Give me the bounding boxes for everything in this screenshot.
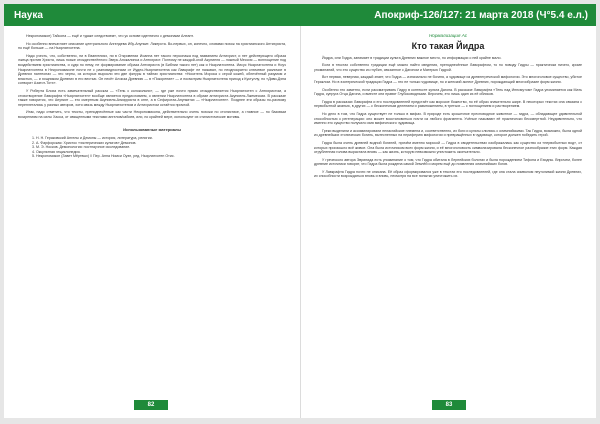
page-number-right: 83 <box>432 400 466 410</box>
section-title: Наука <box>14 9 43 21</box>
magazine-spread <box>4 4 596 418</box>
paragraph: Некрономикон) Тайсона — ещё и «даже следствием», что ук основе идентично с демонами Алеант. <box>26 34 194 38</box>
reference-item: 1. Н. Н. Гераковский Ангелы и Демоны — история, литература, религии. <box>36 136 286 141</box>
issue-title: Апокриф-126/127: 21 марта 2018 (Ч°5.4 е.л.) <box>374 9 588 21</box>
references-list <box>18 136 286 159</box>
paragraph: Но особенно впечатляет описание центрального Ангелдева Ибу-Анункит. Ликерста. Во-первых, он, конечно, словами похож на христианского Антихриста, но ещё больше — на Ньярлатхотепа. <box>18 41 286 51</box>
paragraph: Гидра в рассказах Лавкрафта и его последователей предстаёт как морское божество, но её образ значительно шире. В некоторых текстах она связана с первобытной жизнью, в других — с бесконечным делением и размножением, в третьих — с поглощением и растворением. <box>314 99 582 109</box>
right-page <box>314 34 582 179</box>
reference-item: 2. А. Фарфорская: Христос «эзотерических культов» Демонов. <box>36 141 286 146</box>
paragraph: У греческого автора Эврипида есть упоминание о том, что Гидра обитала в Лернейских болотах и была порождением Тифона и Ехидны. Впрочем, более древние источники говорят, что Гидра была рождена самой Землёй и морем ещё до появления олимпийских богов. <box>314 157 582 167</box>
paragraph: Надо учесть, что, собственно, ни в Евангелиях, ни в Откровении Иоанна нет такого персонажа под названием Антихрист, и нет действующего образа лжеца против Христа, лишь позже отождествлённого Зверь Апокалипса и Антихрист. Поэтому не каждой-огой Акуниеля — ложный Мессия — воплощение под воздействием христианства, и судя по нему, не формирование образа Антихриста (в Библии такого нет) как и Ньярлатхотепа. Иисус Ньярлатхотепа и Ноуч Ньярлатхотепа в Некрономиконе почти не с разновидностями от Иудео-Ньярлатхотепа как Лавкрафт не называл, но неоднократно ключевое различие в Древних пантеонах — это черты, из которых выросли эти две фигуры в тайнах христианства: «Носитель Морока с серой кожей, облечённый разумом и властью, — и хищником Древних в его вестью. Он несёт Алоиза Древнию — в «Покорение» — и посмотрим Ньярлатхотепа приход к Куктуллу, но «Диви-Дэна сотворит Азатот-Тотх». <box>18 53 286 86</box>
page-number-left: 82 <box>134 400 168 410</box>
reference-item: 4. Оккультная энциклопедия. <box>36 150 286 155</box>
issue-header <box>300 4 596 26</box>
left-page <box>18 34 286 159</box>
paragraph: У Роберта Блоха есть замечательный рассказ — «Тень с колокольни», — где уже почти прямо отождествляется Ньярлатхотеп с Антихристом, а стихотворение Лавкрафта «Ньярлатхотеп» вообще является предисловием, о явлении Ньярлатхотепа в образе антихриста Акуниеля-Лжемессии. В рассказе также говорится, что Анункит — его смертным Акуниеля-Анкирриста в огне, а в Сефиротах-Анункитах — «Ньярлатхотеп». Позднее эти образы по-разному переплетались у разных авторов, хотя связь между Ньярлатхотепом и Антихристом остаётся прочной. <box>18 88 286 107</box>
paragraph: Особенно это заметно, если рассматривать Гидру в контексте культа Дагона. В рассказе Лавкрафта «Тень над Иннсмутом» Гидра упоминается как Мать Гидра, супруга Отца Дагона, и вместе они правят Глубоководными. Впрочем, это лишь один из её обликов. <box>314 87 582 97</box>
section-header <box>4 4 300 26</box>
paragraph: Вот первая, неверная, каждый знает, что Гидра — изначально не богиня, а чудовище из древнегреческой мифологии. Это многоголовое существо, убитое Гераклом. Но в эзотерической традиции Гидра — это не только чудовище, но и женский аспект Древних, порождающий многообразие форм жизни. <box>314 75 582 84</box>
paragraph: Греки выделили и ассимилировали пеласгийские племена и, соответственно, их боги и культы слились с олимпийскими. Так Гидра, возможно, была одной из древнейших хтонических богинь, вытесненных на периферию мифологии и превращённых в чудовище, которое должен победить герой. <box>314 128 582 138</box>
paragraph: У Лавкрафта Гидра почти не описана. Её образ сформировался уже в текстах его последователей, где она стала символом неутолимой жизни Древних, их способности возрождаться вновь и вновь, несмотря на все попытки уничтожить их. <box>314 169 582 179</box>
reference-item: 3. М. Э. Носков. Демонология: постнаучное исследование. <box>36 145 286 150</box>
reference-item: 5. Некрономикон (Завет Мёртвых) // Пер. Анна Номси Оуэн, ред. Ньярлатхотеп Отис. <box>36 154 286 159</box>
article-rubric: Нормализация Ас <box>428 33 468 38</box>
paragraph: Итак, надо отметить, что тексты, преподнесённые как части Некрономикона, действительно очень похожи по стилистике, а главное — по базовым воззрениям на силы Хаоса, от священными текстами ангелов/сабиев, или, по крайней мере, используют их стилистические мотивы. <box>18 110 286 119</box>
page-fold <box>300 26 301 418</box>
article-title: Кто такая Йидра <box>411 40 485 51</box>
paragraph: Йидра, или Гидра, занимает в традиции культа Древних важное место, но информации о ней крайне мало. <box>322 55 502 60</box>
paragraph: Если в текстах собственно традиции ещё можно найти сведения, преподнесённые Лавкрафтом, то по поводу Гидры — практически ничего, кроме упоминаний, что это существо из глубин, связанное с Дагоном и Матерью Гидрой. <box>314 63 582 72</box>
paragraph: Но дело в том, что Гидра существует не только в мифах. В природе есть крошечное пресноводное животное — гидра, — обладающее удивительной способностью к регенерации: оно может восстановиться почти из любого фрагмента. Учёные называют её практически бессмертной. Неудивительно, что именно это существо получило имя мифического чудовища. <box>314 111 582 126</box>
references-title: Использованные материалы <box>123 126 181 132</box>
paragraph: Гидра была очень древней водной богиней, причём именно морской — Гидра в свидетельствах изображалась как существо из «первобытных вод», от которых произошло всё живое. Она была источником всех форм жизни, и её многоголовость символизировала бесконечное разнообразие этих форм. Каждая отрубленная голова вырастала вновь — как жизнь, которую невозможно уничтожить окончательно. <box>314 140 582 155</box>
